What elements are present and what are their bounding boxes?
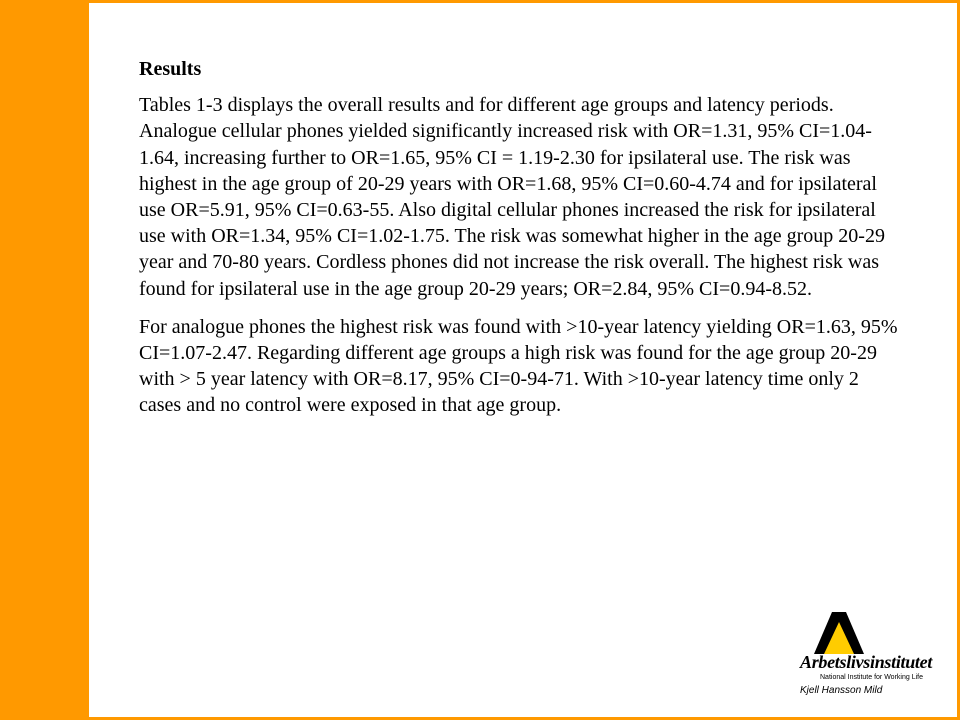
slide-heading: Results [139,58,202,80]
results-paragraph-2: For analogue phones the highest risk was found with >10-year latency yielding OR=1.63, 95% CI=1.07-2.47. Regarding different age groups a high risk was found for the age group 20-29 with > 5 year latency with OR=8.17, 95% CI=0-94-71. With >10-year latency time only 2 cases and no control were exposed in that age group. [139,315,898,417]
orange-frame-top [89,0,960,3]
logo-tagline: National Institute for Working Life [820,674,923,681]
slide-content [139,56,899,431]
logo-wordmark: Arbetslivsinstitutet [800,652,933,672]
arbetslivsinstitutet-a-logo-icon [810,612,870,654]
results-paragraph-1: Tables 1-3 displays the overall results and for different age groups and latency periods. Analogue cellular phones yielded significantly increased risk with OR=1.31, 95% CI=1.04-1.64, increasing further to OR=1.65, 95% CI = 1.19-2.30 for ipsilateral use. The risk was highest in the age group of 20-29 years with OR=1.68, 95% CI=0.60-4.74 and for ipsilateral use OR=5.91, 95% CI=0.63-55. Also digital cellular phones increased the risk for ipsilateral use with OR=1.34, 95% CI=1.02-1.75. The risk was somewhat higher in the age group 20-29 year and 70-80 years. Cordless phones did not increase the risk overall. The highest risk was found for ipsilateral use in the age group 20-29 years; OR=2.84, 95% CI=0.94-8.52. [139,94,885,300]
orange-sidebar [0,0,89,720]
author-credit: Kjell Hansson Mild [800,685,883,696]
